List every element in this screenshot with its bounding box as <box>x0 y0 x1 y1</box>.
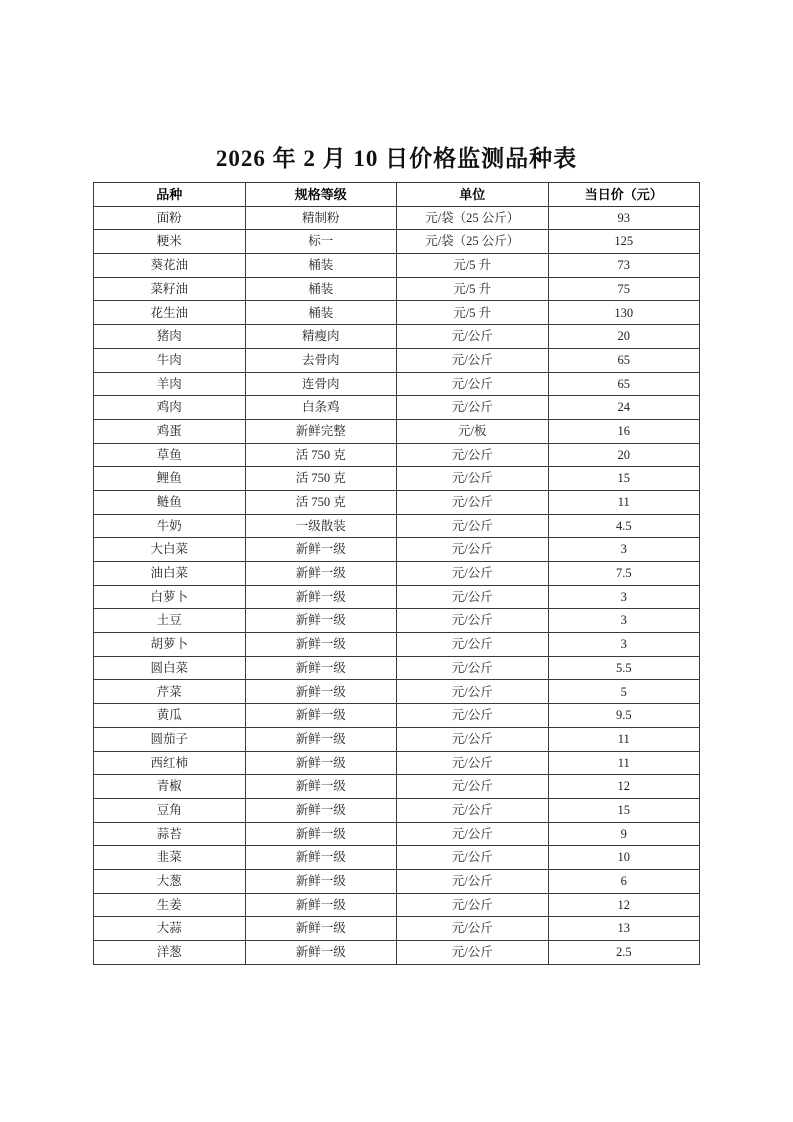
cell-price: 2.5 <box>548 941 700 965</box>
cell-unit: 元/公斤 <box>397 846 549 870</box>
cell-grade: 精制粉 <box>245 206 397 230</box>
cell-variety: 芹菜 <box>94 680 246 704</box>
cell-price: 3 <box>548 538 700 562</box>
cell-variety: 西红柿 <box>94 751 246 775</box>
cell-unit: 元/公斤 <box>397 325 549 349</box>
cell-unit: 元/公斤 <box>397 443 549 467</box>
cell-price: 9 <box>548 822 700 846</box>
cell-price: 10 <box>548 846 700 870</box>
cell-variety: 羊肉 <box>94 372 246 396</box>
cell-variety: 鲢鱼 <box>94 490 246 514</box>
price-table-header <box>94 183 700 207</box>
table-row <box>94 325 700 349</box>
price-table <box>93 182 700 965</box>
cell-unit: 元/公斤 <box>397 514 549 538</box>
table-row <box>94 419 700 443</box>
cell-unit: 元/板 <box>397 419 549 443</box>
cell-price: 11 <box>548 727 700 751</box>
cell-unit: 元/公斤 <box>397 490 549 514</box>
cell-variety: 土豆 <box>94 609 246 633</box>
cell-unit: 元/袋（25 公斤） <box>397 206 549 230</box>
cell-price: 75 <box>548 277 700 301</box>
table-row <box>94 562 700 586</box>
cell-grade: 新鲜一级 <box>245 917 397 941</box>
cell-grade: 桶装 <box>245 254 397 278</box>
cell-grade: 新鲜一级 <box>245 656 397 680</box>
cell-grade: 去骨肉 <box>245 348 397 372</box>
column-header-grade: 规格等级 <box>245 183 397 207</box>
cell-unit: 元/公斤 <box>397 893 549 917</box>
cell-unit: 元/公斤 <box>397 869 549 893</box>
cell-variety: 胡萝卜 <box>94 633 246 657</box>
cell-unit: 元/公斤 <box>397 609 549 633</box>
table-row <box>94 609 700 633</box>
table-row <box>94 585 700 609</box>
cell-price: 3 <box>548 585 700 609</box>
cell-unit: 元/公斤 <box>397 633 549 657</box>
table-row <box>94 893 700 917</box>
cell-grade: 标一 <box>245 230 397 254</box>
cell-price: 11 <box>548 751 700 775</box>
cell-price: 11 <box>548 490 700 514</box>
table-row <box>94 822 700 846</box>
cell-price: 130 <box>548 301 700 325</box>
cell-grade: 新鲜一级 <box>245 822 397 846</box>
cell-unit: 元/公斤 <box>397 704 549 728</box>
cell-grade: 活 750 克 <box>245 443 397 467</box>
cell-unit: 元/5 升 <box>397 254 549 278</box>
table-row <box>94 775 700 799</box>
cell-price: 73 <box>548 254 700 278</box>
table-row <box>94 941 700 965</box>
cell-unit: 元/公斤 <box>397 585 549 609</box>
table-row <box>94 277 700 301</box>
cell-unit: 元/公斤 <box>397 396 549 420</box>
cell-grade: 新鲜一级 <box>245 633 397 657</box>
table-row <box>94 514 700 538</box>
cell-variety: 鲤鱼 <box>94 467 246 491</box>
table-row <box>94 704 700 728</box>
cell-variety: 大蒜 <box>94 917 246 941</box>
cell-price: 125 <box>548 230 700 254</box>
cell-grade: 精瘦肉 <box>245 325 397 349</box>
cell-price: 5.5 <box>548 656 700 680</box>
cell-unit: 元/5 升 <box>397 277 549 301</box>
cell-unit: 元/公斤 <box>397 348 549 372</box>
cell-grade: 新鲜一级 <box>245 680 397 704</box>
cell-grade: 新鲜一级 <box>245 893 397 917</box>
cell-grade: 新鲜完整 <box>245 419 397 443</box>
table-row <box>94 751 700 775</box>
cell-price: 65 <box>548 372 700 396</box>
cell-grade: 新鲜一级 <box>245 941 397 965</box>
cell-price: 4.5 <box>548 514 700 538</box>
cell-variety: 圆白菜 <box>94 656 246 680</box>
table-row <box>94 633 700 657</box>
table-row <box>94 727 700 751</box>
cell-price: 6 <box>548 869 700 893</box>
cell-price: 15 <box>548 798 700 822</box>
cell-price: 5 <box>548 680 700 704</box>
cell-variety: 大葱 <box>94 869 246 893</box>
cell-unit: 元/5 升 <box>397 301 549 325</box>
table-row <box>94 917 700 941</box>
header-row <box>94 183 700 207</box>
cell-grade: 活 750 克 <box>245 467 397 491</box>
cell-variety: 大白菜 <box>94 538 246 562</box>
table-row <box>94 206 700 230</box>
cell-grade: 桶装 <box>245 301 397 325</box>
cell-price: 12 <box>548 775 700 799</box>
page-title: 2026 年 2 月 10 日价格监测品种表 <box>215 146 578 171</box>
table-row <box>94 372 700 396</box>
cell-unit: 元/公斤 <box>397 727 549 751</box>
cell-grade: 新鲜一级 <box>245 538 397 562</box>
cell-variety: 面粉 <box>94 206 246 230</box>
cell-variety: 猪肉 <box>94 325 246 349</box>
cell-variety: 青椒 <box>94 775 246 799</box>
cell-variety: 豆角 <box>94 798 246 822</box>
cell-price: 24 <box>548 396 700 420</box>
table-row <box>94 798 700 822</box>
cell-grade: 桶装 <box>245 277 397 301</box>
cell-unit: 元/公斤 <box>397 751 549 775</box>
cell-grade: 连骨肉 <box>245 372 397 396</box>
cell-variety: 花生油 <box>94 301 246 325</box>
cell-variety: 粳米 <box>94 230 246 254</box>
cell-variety: 菜籽油 <box>94 277 246 301</box>
cell-unit: 元/公斤 <box>397 372 549 396</box>
cell-variety: 鸡肉 <box>94 396 246 420</box>
table-row <box>94 301 700 325</box>
table-row <box>94 846 700 870</box>
cell-variety: 蒜苔 <box>94 822 246 846</box>
table-row <box>94 538 700 562</box>
cell-price: 65 <box>548 348 700 372</box>
cell-price: 15 <box>548 467 700 491</box>
cell-price: 20 <box>548 325 700 349</box>
cell-grade: 新鲜一级 <box>245 798 397 822</box>
cell-unit: 元/袋（25 公斤） <box>397 230 549 254</box>
cell-variety: 韭菜 <box>94 846 246 870</box>
cell-unit: 元/公斤 <box>397 656 549 680</box>
cell-variety: 洋葱 <box>94 941 246 965</box>
cell-unit: 元/公斤 <box>397 680 549 704</box>
table-row <box>94 680 700 704</box>
cell-unit: 元/公斤 <box>397 538 549 562</box>
cell-unit: 元/公斤 <box>397 467 549 491</box>
cell-price: 16 <box>548 419 700 443</box>
cell-variety: 黄瓜 <box>94 704 246 728</box>
cell-grade: 新鲜一级 <box>245 775 397 799</box>
cell-variety: 油白菜 <box>94 562 246 586</box>
cell-price: 93 <box>548 206 700 230</box>
cell-grade: 白条鸡 <box>245 396 397 420</box>
cell-unit: 元/公斤 <box>397 798 549 822</box>
cell-variety: 白萝卜 <box>94 585 246 609</box>
cell-grade: 新鲜一级 <box>245 585 397 609</box>
cell-price: 3 <box>548 633 700 657</box>
table-row <box>94 230 700 254</box>
price-table-body <box>94 206 700 964</box>
cell-unit: 元/公斤 <box>397 775 549 799</box>
table-row <box>94 348 700 372</box>
cell-unit: 元/公斤 <box>397 917 549 941</box>
column-header-variety: 品种 <box>94 183 246 207</box>
cell-price: 9.5 <box>548 704 700 728</box>
cell-grade: 新鲜一级 <box>245 751 397 775</box>
cell-grade: 活 750 克 <box>245 490 397 514</box>
cell-price: 3 <box>548 609 700 633</box>
cell-grade: 新鲜一级 <box>245 609 397 633</box>
cell-grade: 一级散装 <box>245 514 397 538</box>
cell-grade: 新鲜一级 <box>245 869 397 893</box>
cell-price: 7.5 <box>548 562 700 586</box>
column-header-price: 当日价（元） <box>548 183 700 207</box>
cell-variety: 鸡蛋 <box>94 419 246 443</box>
cell-variety: 牛奶 <box>94 514 246 538</box>
table-row <box>94 396 700 420</box>
table-row <box>94 254 700 278</box>
cell-price: 12 <box>548 893 700 917</box>
cell-price: 20 <box>548 443 700 467</box>
cell-variety: 牛肉 <box>94 348 246 372</box>
cell-grade: 新鲜一级 <box>245 704 397 728</box>
cell-grade: 新鲜一级 <box>245 727 397 751</box>
cell-variety: 圆茄子 <box>94 727 246 751</box>
cell-unit: 元/公斤 <box>397 822 549 846</box>
table-row <box>94 490 700 514</box>
cell-variety: 葵花油 <box>94 254 246 278</box>
table-row <box>94 656 700 680</box>
cell-unit: 元/公斤 <box>397 562 549 586</box>
table-row <box>94 443 700 467</box>
cell-variety: 草鱼 <box>94 443 246 467</box>
table-row <box>94 869 700 893</box>
cell-grade: 新鲜一级 <box>245 562 397 586</box>
column-header-unit: 单位 <box>397 183 549 207</box>
cell-price: 13 <box>548 917 700 941</box>
table-row <box>94 467 700 491</box>
cell-variety: 生姜 <box>94 893 246 917</box>
cell-grade: 新鲜一级 <box>245 846 397 870</box>
cell-unit: 元/公斤 <box>397 941 549 965</box>
